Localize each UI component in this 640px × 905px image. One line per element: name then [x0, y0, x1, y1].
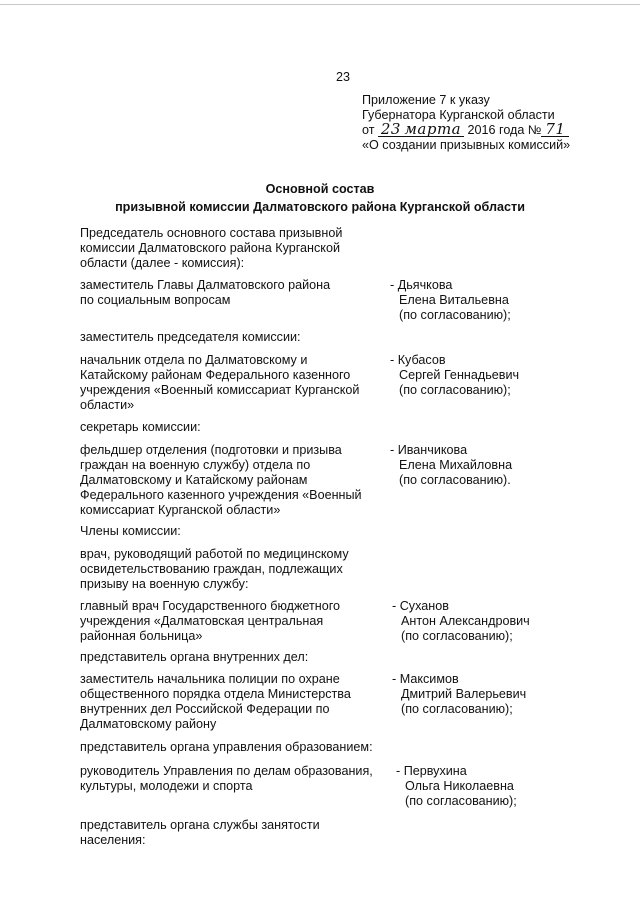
member-name [392, 672, 622, 717]
doctor-heading-line: врач, руководящий работой по медицинскому [80, 547, 349, 561]
position-line: культуры, молодежи и спорта [80, 779, 253, 793]
appendix-block [362, 93, 570, 153]
member-name [390, 443, 620, 488]
position-line: граждан на военную службу) отдела по [80, 458, 311, 472]
dash: - [392, 672, 397, 686]
education-heading: представитель органа управления образованием: [80, 740, 373, 754]
position-line: Катайскому районам Федерального казенного [80, 368, 351, 382]
name-line [392, 672, 622, 687]
member-position [80, 599, 395, 644]
doctor-heading-line: освидетельствованию граждан, подлежащих [80, 562, 343, 576]
deputy-heading: заместитель председателя комиссии: [80, 330, 301, 344]
appendix-number-field [541, 120, 569, 138]
position-line: общественного порядка отдела Министерства [80, 687, 351, 701]
member-name [390, 353, 620, 398]
member-name [390, 278, 620, 323]
chair-heading-line: комиссии Далматовского района Курганской [80, 241, 340, 255]
appendix-month: марта [404, 120, 462, 138]
police-heading: представитель органа внутренних дел: [80, 650, 309, 664]
surname: Суханов [399, 599, 449, 613]
name-line [390, 443, 620, 458]
doctor-heading [80, 547, 349, 592]
member-name [396, 764, 626, 809]
surname: Первухина [403, 764, 467, 778]
given-names: Елена Витальевна [399, 293, 509, 307]
member-position [80, 278, 395, 308]
agreement-note: (по согласованию); [399, 383, 511, 397]
given-names: Ольга Николаевна [405, 779, 514, 793]
name-line [390, 353, 620, 368]
appendix-line-2: Губернатора Курганской области [362, 108, 555, 122]
position-line: учреждения «Далматовская центральная [80, 614, 324, 628]
position-line: заместитель начальника полиции по охране [80, 672, 340, 686]
position-line: начальник отдела по Далматовскому и [80, 353, 308, 367]
document-title [0, 180, 640, 216]
chair-heading-line: области (далее - комиссия): [80, 256, 245, 270]
dash: - [390, 353, 395, 367]
surname: Максимов [399, 672, 459, 686]
given-names: Елена Михайловна [399, 458, 513, 472]
given-names: Сергей Геннадьевич [399, 368, 520, 382]
name-line [392, 599, 622, 614]
agreement-note: (по согласованию); [405, 794, 517, 808]
position-line: главный врач Государственного бюджетного [80, 599, 341, 613]
scan-top-edge [0, 4, 640, 5]
title-line-2: призывной комиссии Далматовского района Курганской области [115, 200, 525, 214]
appendix-day: 23 [380, 120, 401, 138]
position-line: области» [80, 398, 135, 412]
position-line: внутренних дел Российской Федерации по [80, 702, 330, 716]
surname: Дьячкова [397, 278, 453, 292]
position-line: Далматовскому и Катайскому районам [80, 473, 308, 487]
member-name [392, 599, 622, 644]
members-heading: Члены комиссии: [80, 524, 181, 538]
employment-heading [80, 818, 320, 848]
member-position [80, 764, 395, 794]
given-names: Дмитрий Валерьевич [401, 687, 527, 701]
agreement-note: (по согласованию); [399, 308, 511, 322]
doctor-heading-line: призыву на военную службу: [80, 577, 249, 591]
position-line: фельдшер отделения (подготовки и призыва [80, 443, 342, 457]
dash: - [396, 764, 401, 778]
dash: - [390, 443, 395, 457]
page-number: 23 [336, 70, 351, 84]
secretary-heading: секретарь комиссии: [80, 420, 201, 434]
member-position [80, 353, 395, 413]
title-line-1: Основной состав [265, 182, 375, 196]
position-line: районная больница» [80, 629, 203, 643]
appendix-date-field [378, 120, 464, 138]
chair-heading [80, 226, 342, 271]
employment-heading-line: представитель органа службы занятости [80, 818, 320, 832]
surname: Иванчикова [397, 443, 468, 457]
appendix-date-line [362, 120, 570, 138]
position-line: по социальным вопросам [80, 293, 231, 307]
employment-heading-line: населения: [80, 833, 146, 847]
given-names: Антон Александрович [401, 614, 530, 628]
name-line [390, 278, 620, 293]
appendix-from-label: от [362, 123, 375, 137]
position-line: комиссариат Курганской области» [80, 503, 281, 517]
position-line: руководитель Управления по делам образования, [80, 764, 373, 778]
position-line: заместитель Главы Далматовского района [80, 278, 331, 292]
agreement-note: (по согласованию). [399, 473, 511, 487]
dash: - [392, 599, 397, 613]
dash: - [390, 278, 395, 292]
surname: Кубасов [397, 353, 446, 367]
member-position [80, 443, 395, 518]
position-line: учреждения «Военный комиссариат Курганской [80, 383, 360, 397]
position-line: Федерального казенного учреждения «Военный [80, 488, 362, 502]
appendix-number: 71 [545, 120, 566, 138]
agreement-note: (по согласованию); [401, 629, 513, 643]
appendix-line-1: Приложение 7 к указу [362, 93, 490, 107]
agreement-note: (по согласованию); [401, 702, 513, 716]
member-position [80, 672, 395, 732]
appendix-subject: «О создании призывных комиссий» [362, 138, 571, 152]
chair-heading-line: Председатель основного состава призывной [80, 226, 343, 240]
position-line: Далматовскому району [80, 717, 217, 731]
appendix-year: 2016 года № [467, 123, 542, 137]
name-line [396, 764, 626, 779]
